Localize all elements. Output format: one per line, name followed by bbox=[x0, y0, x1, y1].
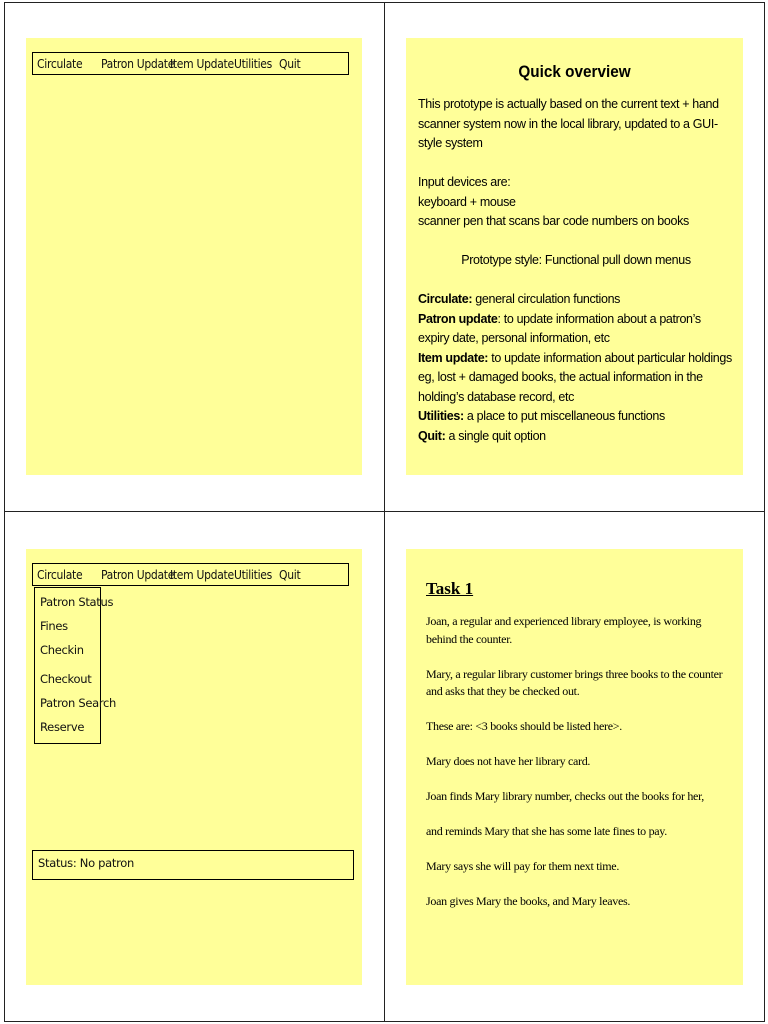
input-devices-heading: Input devices are: bbox=[418, 175, 511, 189]
task-paragraph: These are: <3 books should be listed here>. bbox=[426, 719, 622, 733]
dropdown-item-checkout[interactable]: Checkout bbox=[40, 672, 92, 686]
overview-intro: This prototype is actually based on the current text + hand scanner system now in the local library, updated to a GUI-style system bbox=[418, 97, 719, 150]
menu-circulate[interactable]: Circulate bbox=[37, 568, 83, 582]
task-paragraph: Mary does not have her library card. bbox=[426, 754, 591, 768]
dropdown-item-reserve[interactable]: Reserve bbox=[40, 720, 85, 734]
task-title: Task 1 bbox=[426, 579, 474, 598]
menu-circulate[interactable]: Circulate bbox=[37, 57, 83, 71]
page-border-left bbox=[4, 2, 5, 1022]
input-device-1: keyboard + mouse bbox=[418, 194, 516, 209]
menu-bar bbox=[32, 563, 349, 586]
slide-task-1 bbox=[406, 549, 743, 985]
dropdown-item-checkin[interactable]: Checkin bbox=[40, 643, 84, 657]
overview-item-circulate: Circulate: general circulation functions bbox=[418, 292, 621, 306]
menu-patron-update[interactable]: Patron Update bbox=[101, 568, 175, 582]
status-bar: Status: No patron bbox=[32, 850, 354, 880]
overview-title: Quick overview bbox=[518, 62, 631, 81]
menu-item-update[interactable]: Item Update bbox=[170, 568, 234, 582]
task-body bbox=[426, 613, 726, 928]
input-device-2: scanner pen that scans bar code numbers on books bbox=[418, 214, 689, 228]
task-paragraph: and reminds Mary that she has some late fines to pay. bbox=[426, 824, 667, 838]
page-divider-vertical bbox=[384, 2, 385, 1022]
menu-utilities[interactable]: Utilities bbox=[234, 57, 272, 71]
menu-quit[interactable]: Quit bbox=[279, 57, 301, 71]
overview-item-quit: Quit: a single quit option bbox=[418, 428, 546, 443]
overview-item-patron-update: Patron update: to update information about a patron’s expiry date, personal information, etc bbox=[418, 311, 701, 345]
menu-utilities[interactable]: Utilities bbox=[234, 568, 272, 582]
dropdown-item-patron-search[interactable]: Patron Search bbox=[40, 696, 117, 710]
task-paragraph: Joan finds Mary library number, checks out the books for her, bbox=[426, 789, 704, 803]
menu-quit[interactable]: Quit bbox=[279, 568, 301, 582]
menu-bar bbox=[32, 52, 349, 75]
task-paragraph: Joan gives Mary the books, and Mary leaves. bbox=[426, 894, 631, 908]
menu-patron-update[interactable]: Patron Update bbox=[101, 57, 175, 71]
overview-item-utilities: Utilities: a place to put miscellaneous functions bbox=[418, 409, 665, 423]
overview-body bbox=[418, 95, 734, 446]
overview-item-item-update: Item update: to update information about particular holdings eg, lost + damaged books, the actual information in the holding’s database record, etc bbox=[418, 350, 732, 404]
slide-quick-overview bbox=[406, 38, 743, 475]
circulate-dropdown bbox=[34, 587, 117, 744]
dropdown-item-fines[interactable]: Fines bbox=[40, 619, 68, 633]
dropdown-item-patron-status[interactable]: Patron Status bbox=[40, 595, 114, 609]
task-paragraph: Mary says she will pay for them next time. bbox=[426, 859, 620, 873]
page-border-right bbox=[764, 2, 765, 1022]
task-paragraph: Joan, a regular and experienced library employee, is working behind the counter. bbox=[426, 614, 702, 646]
prototype-style: Prototype style: Functional pull down menus bbox=[461, 253, 691, 267]
page-divider-horizontal bbox=[4, 511, 765, 512]
slide-menu-prototype bbox=[26, 38, 362, 475]
slide-circulate-menu-open bbox=[26, 549, 362, 985]
task-paragraph: Mary, a regular library customer brings three books to the counter and asks that they be checked out. bbox=[426, 666, 723, 698]
menu-item-update[interactable]: Item Update bbox=[170, 57, 234, 71]
